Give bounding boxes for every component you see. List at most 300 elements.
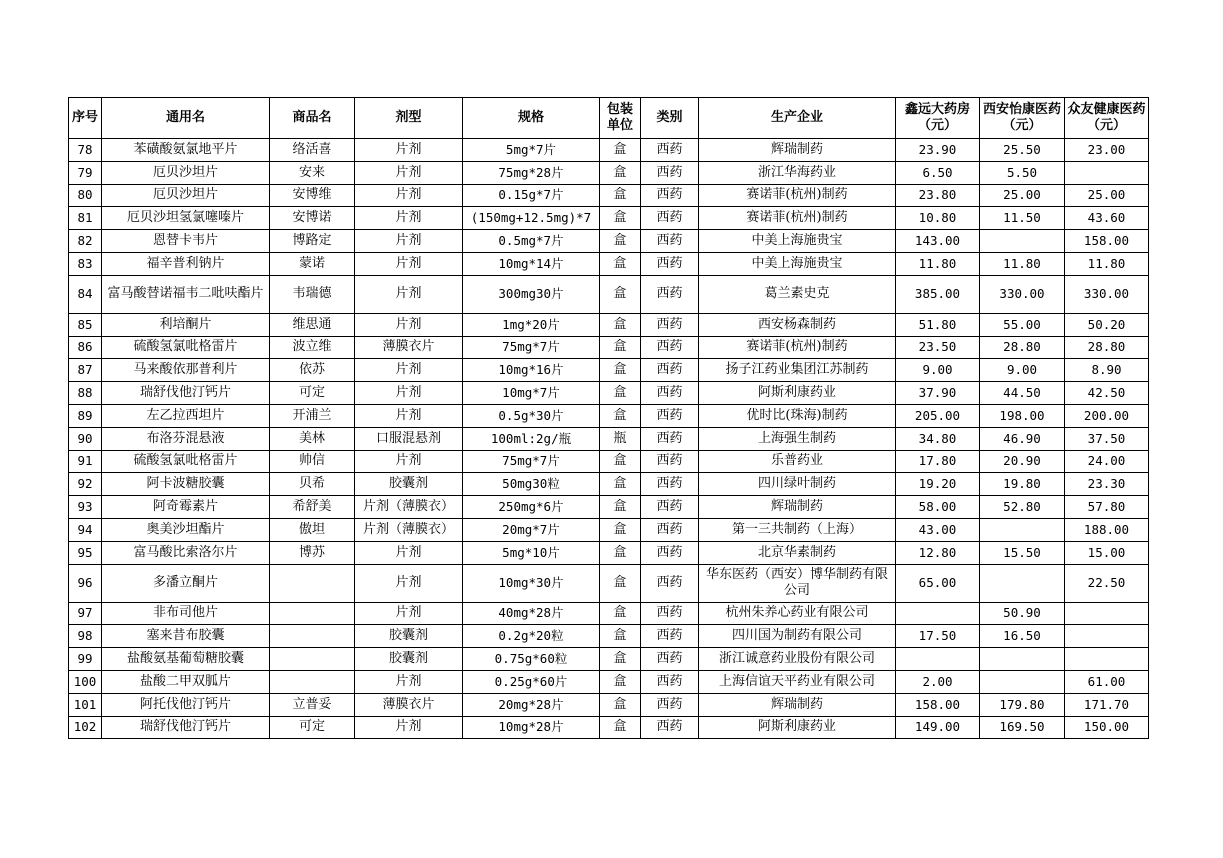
cell-price-yikang: 19.80 [980,473,1065,496]
cell-dosage-form: 片剂 [355,275,463,313]
cell-price-xinyuanda: 2.00 [896,670,980,693]
cell-specification: 75mg*7片 [463,336,600,359]
cell-price-xinyuanda: 17.80 [896,450,980,473]
cell-price-xinyuanda: 23.50 [896,336,980,359]
cell-price-zhongyou: 188.00 [1065,518,1149,541]
cell-price-yikang: 9.00 [980,359,1065,382]
cell-brand-name: 安博诺 [270,207,355,230]
cell-price-xinyuanda: 385.00 [896,275,980,313]
table-row [69,139,1149,162]
cell-brand-name: 博苏 [270,541,355,564]
cell-price-zhongyou: 158.00 [1065,230,1149,253]
cell-price-yikang: 52.80 [980,496,1065,519]
cell-brand-name: 可定 [270,716,355,739]
cell-dosage-form: 片剂 [355,230,463,253]
cell-price-yikang: 55.00 [980,313,1065,336]
cell-category: 西药 [641,564,699,602]
cell-package-unit: 盒 [600,518,641,541]
cell-dosage-form: 片剂 [355,450,463,473]
cell-manufacturer: 第一三共制药（上海） [699,518,896,541]
cell-generic-name: 多潘立酮片 [102,564,270,602]
cell-generic-name: 厄贝沙坦片 [102,161,270,184]
cell-package-unit: 盒 [600,648,641,671]
cell-generic-name: 非布司他片 [102,602,270,625]
cell-brand-name [270,564,355,602]
cell-dosage-form: 薄膜衣片 [355,693,463,716]
cell-dosage-form: 胶囊剂 [355,648,463,671]
cell-generic-name: 恩替卡韦片 [102,230,270,253]
cell-dosage-form: 片剂 [355,139,463,162]
cell-index: 79 [69,161,102,184]
cell-price-xinyuanda: 65.00 [896,564,980,602]
cell-category: 西药 [641,602,699,625]
cell-package-unit: 盒 [600,670,641,693]
cell-price-yikang [980,230,1065,253]
cell-generic-name: 硫酸氢氯吡格雷片 [102,450,270,473]
cell-dosage-form: 片剂 [355,382,463,405]
cell-specification: 100ml:2g/瓶 [463,427,600,450]
cell-specification: 10mg*30片 [463,564,600,602]
cell-specification: 0.25g*60片 [463,670,600,693]
cell-category: 西药 [641,207,699,230]
cell-package-unit: 盒 [600,382,641,405]
cell-price-zhongyou: 50.20 [1065,313,1149,336]
cell-category: 西药 [641,275,699,313]
cell-generic-name: 富马酸比索洛尔片 [102,541,270,564]
cell-package-unit: 盒 [600,541,641,564]
cell-category: 西药 [641,252,699,275]
table-row [69,404,1149,427]
cell-index: 80 [69,184,102,207]
cell-price-zhongyou: 24.00 [1065,450,1149,473]
cell-brand-name: 博路定 [270,230,355,253]
cell-price-yikang: 179.80 [980,693,1065,716]
cell-generic-name: 利培酮片 [102,313,270,336]
cell-price-yikang: 198.00 [980,404,1065,427]
table-row [69,473,1149,496]
cell-brand-name: 维思通 [270,313,355,336]
cell-package-unit: 盒 [600,625,641,648]
table-row [69,564,1149,602]
cell-category: 西药 [641,313,699,336]
cell-package-unit: 盒 [600,693,641,716]
cell-manufacturer: 辉瑞制药 [699,496,896,519]
table-row [69,161,1149,184]
cell-specification: 75mg*28片 [463,161,600,184]
cell-specification: 10mg*16片 [463,359,600,382]
cell-price-zhongyou: 171.70 [1065,693,1149,716]
cell-manufacturer: 辉瑞制药 [699,139,896,162]
cell-specification: 20mg*7片 [463,518,600,541]
cell-price-zhongyou [1065,648,1149,671]
cell-generic-name: 富马酸替诺福韦二吡呋酯片 [102,275,270,313]
table-row [69,518,1149,541]
cell-price-yikang: 25.00 [980,184,1065,207]
table-row [69,693,1149,716]
cell-package-unit: 盒 [600,139,641,162]
cell-price-xinyuanda: 23.80 [896,184,980,207]
cell-price-zhongyou: 15.00 [1065,541,1149,564]
cell-manufacturer: 赛诺菲(杭州)制药 [699,336,896,359]
cell-price-xinyuanda [896,648,980,671]
cell-category: 西药 [641,541,699,564]
cell-price-xinyuanda: 12.80 [896,541,980,564]
cell-category: 西药 [641,518,699,541]
cell-brand-name: 韦瑞德 [270,275,355,313]
cell-index: 78 [69,139,102,162]
cell-brand-name [270,602,355,625]
cell-index: 83 [69,252,102,275]
cell-price-zhongyou: 61.00 [1065,670,1149,693]
cell-price-zhongyou: 200.00 [1065,404,1149,427]
cell-brand-name: 可定 [270,382,355,405]
cell-category: 西药 [641,359,699,382]
cell-price-zhongyou [1065,602,1149,625]
cell-category: 西药 [641,648,699,671]
table-row [69,207,1149,230]
cell-specification: 1mg*20片 [463,313,600,336]
table-row [69,450,1149,473]
cell-specification: (150mg+12.5mg)*7 [463,207,600,230]
cell-category: 西药 [641,427,699,450]
cell-manufacturer: 北京华素制药 [699,541,896,564]
cell-price-yikang: 44.50 [980,382,1065,405]
header-row [69,98,1149,139]
table-row [69,427,1149,450]
cell-generic-name: 阿奇霉素片 [102,496,270,519]
cell-price-yikang: 11.50 [980,207,1065,230]
cell-specification: 10mg*28片 [463,716,600,739]
cell-price-zhongyou: 22.50 [1065,564,1149,602]
cell-specification: 0.5g*30片 [463,404,600,427]
cell-category: 西药 [641,230,699,253]
cell-specification: 0.75g*60粒 [463,648,600,671]
cell-index: 97 [69,602,102,625]
cell-package-unit: 盒 [600,252,641,275]
cell-package-unit: 盒 [600,207,641,230]
table-row [69,496,1149,519]
cell-index: 102 [69,716,102,739]
cell-dosage-form: 片剂（薄膜衣） [355,496,463,519]
cell-price-zhongyou: 28.80 [1065,336,1149,359]
cell-package-unit: 盒 [600,564,641,602]
cell-brand-name: 贝希 [270,473,355,496]
cell-package-unit: 盒 [600,602,641,625]
cell-price-xinyuanda: 19.20 [896,473,980,496]
cell-price-zhongyou: 330.00 [1065,275,1149,313]
header-price-xinyuanda: 鑫远大药房（元） [896,98,980,139]
cell-package-unit: 盒 [600,473,641,496]
cell-package-unit: 盒 [600,184,641,207]
cell-generic-name: 塞来昔布胶囊 [102,625,270,648]
cell-price-yikang: 50.90 [980,602,1065,625]
cell-index: 96 [69,564,102,602]
cell-specification: 0.15g*7片 [463,184,600,207]
cell-price-yikang: 25.50 [980,139,1065,162]
cell-specification: 50mg30粒 [463,473,600,496]
cell-index: 101 [69,693,102,716]
cell-price-xinyuanda: 9.00 [896,359,980,382]
header-price-zhongyou: 众友健康医药（元） [1065,98,1149,139]
table-row [69,716,1149,739]
cell-specification: 75mg*7片 [463,450,600,473]
table-row [69,541,1149,564]
cell-category: 西药 [641,693,699,716]
cell-price-yikang [980,518,1065,541]
cell-dosage-form: 片剂 [355,161,463,184]
cell-specification: 0.5mg*7片 [463,230,600,253]
cell-generic-name: 奥美沙坦酯片 [102,518,270,541]
cell-price-yikang: 330.00 [980,275,1065,313]
cell-price-xinyuanda: 51.80 [896,313,980,336]
cell-manufacturer: 西安杨森制药 [699,313,896,336]
cell-manufacturer: 赛诺菲(杭州)制药 [699,207,896,230]
cell-price-yikang [980,670,1065,693]
cell-price-zhongyou [1065,161,1149,184]
cell-index: 94 [69,518,102,541]
cell-price-yikang: 46.90 [980,427,1065,450]
cell-price-yikang: 16.50 [980,625,1065,648]
cell-price-yikang: 28.80 [980,336,1065,359]
cell-generic-name: 盐酸二甲双胍片 [102,670,270,693]
cell-index: 99 [69,648,102,671]
cell-package-unit: 盒 [600,359,641,382]
cell-category: 西药 [641,625,699,648]
header-price-yikang: 西安怡康医药（元） [980,98,1065,139]
cell-generic-name: 硫酸氢氯吡格雷片 [102,336,270,359]
cell-price-yikang: 11.80 [980,252,1065,275]
cell-specification: 250mg*6片 [463,496,600,519]
cell-brand-name: 立普妥 [270,693,355,716]
cell-brand-name: 蒙诺 [270,252,355,275]
cell-specification: 20mg*28片 [463,693,600,716]
cell-price-xinyuanda: 158.00 [896,693,980,716]
cell-generic-name: 瑞舒伐他汀钙片 [102,382,270,405]
cell-specification: 10mg*7片 [463,382,600,405]
cell-brand-name [270,648,355,671]
table-row [69,184,1149,207]
cell-category: 西药 [641,496,699,519]
cell-brand-name: 依苏 [270,359,355,382]
cell-manufacturer: 杭州朱养心药业有限公司 [699,602,896,625]
header-specification: 规格 [463,98,600,139]
cell-brand-name: 帅信 [270,450,355,473]
cell-package-unit: 盒 [600,450,641,473]
cell-brand-name: 络活喜 [270,139,355,162]
cell-dosage-form: 片剂（薄膜衣） [355,518,463,541]
cell-price-xinyuanda: 43.00 [896,518,980,541]
cell-price-zhongyou: 8.90 [1065,359,1149,382]
cell-price-zhongyou: 11.80 [1065,252,1149,275]
cell-manufacturer: 扬子江药业集团江苏制药 [699,359,896,382]
cell-dosage-form: 片剂 [355,602,463,625]
cell-manufacturer: 浙江诚意药业股份有限公司 [699,648,896,671]
cell-manufacturer: 优时比(珠海)制药 [699,404,896,427]
cell-generic-name: 左乙拉西坦片 [102,404,270,427]
cell-index: 89 [69,404,102,427]
cell-category: 西药 [641,473,699,496]
cell-dosage-form: 片剂 [355,404,463,427]
cell-index: 100 [69,670,102,693]
cell-brand-name [270,670,355,693]
header-index: 序号 [69,98,102,139]
table-row [69,230,1149,253]
cell-price-xinyuanda: 34.80 [896,427,980,450]
cell-price-xinyuanda: 58.00 [896,496,980,519]
cell-brand-name: 美林 [270,427,355,450]
cell-price-zhongyou: 23.00 [1065,139,1149,162]
cell-price-xinyuanda: 10.80 [896,207,980,230]
cell-price-yikang [980,648,1065,671]
cell-dosage-form: 片剂 [355,564,463,602]
cell-price-zhongyou: 150.00 [1065,716,1149,739]
cell-price-xinyuanda: 143.00 [896,230,980,253]
cell-dosage-form: 片剂 [355,252,463,275]
cell-manufacturer: 赛诺菲(杭州)制药 [699,184,896,207]
cell-manufacturer: 浙江华海药业 [699,161,896,184]
cell-brand-name: 希舒美 [270,496,355,519]
cell-dosage-form: 片剂 [355,716,463,739]
cell-package-unit: 盒 [600,716,641,739]
table-row [69,602,1149,625]
table-body [69,139,1149,739]
cell-generic-name: 马来酸依那普利片 [102,359,270,382]
cell-price-xinyuanda: 205.00 [896,404,980,427]
cell-price-xinyuanda: 23.90 [896,139,980,162]
cell-index: 92 [69,473,102,496]
cell-dosage-form: 片剂 [355,207,463,230]
cell-manufacturer: 葛兰素史克 [699,275,896,313]
cell-price-xinyuanda: 6.50 [896,161,980,184]
table-row [69,625,1149,648]
cell-brand-name: 傲坦 [270,518,355,541]
cell-dosage-form: 片剂 [355,359,463,382]
cell-price-xinyuanda: 37.90 [896,382,980,405]
cell-price-yikang: 20.90 [980,450,1065,473]
cell-price-zhongyou: 42.50 [1065,382,1149,405]
cell-package-unit: 盒 [600,275,641,313]
cell-manufacturer: 乐普药业 [699,450,896,473]
cell-dosage-form: 胶囊剂 [355,473,463,496]
cell-brand-name: 波立维 [270,336,355,359]
table-row [69,275,1149,313]
header-generic-name: 通用名 [102,98,270,139]
cell-generic-name: 瑞舒伐他汀钙片 [102,716,270,739]
cell-package-unit: 盒 [600,496,641,519]
cell-dosage-form: 片剂 [355,313,463,336]
cell-dosage-form: 口服混悬剂 [355,427,463,450]
cell-manufacturer: 四川国为制药有限公司 [699,625,896,648]
cell-generic-name: 阿托伐他汀钙片 [102,693,270,716]
table-row [69,359,1149,382]
header-package-unit: 包装单位 [600,98,641,139]
table-row [69,382,1149,405]
cell-price-yikang: 15.50 [980,541,1065,564]
table-row [69,313,1149,336]
cell-price-xinyuanda: 11.80 [896,252,980,275]
cell-price-zhongyou: 43.60 [1065,207,1149,230]
cell-category: 西药 [641,450,699,473]
cell-generic-name: 厄贝沙坦片 [102,184,270,207]
cell-index: 85 [69,313,102,336]
header-brand-name: 商品名 [270,98,355,139]
cell-generic-name: 厄贝沙坦氢氯噻嗪片 [102,207,270,230]
cell-specification: 5mg*7片 [463,139,600,162]
cell-price-xinyuanda: 17.50 [896,625,980,648]
cell-price-zhongyou: 23.30 [1065,473,1149,496]
cell-category: 西药 [641,670,699,693]
table-row [69,336,1149,359]
cell-package-unit: 盒 [600,230,641,253]
cell-package-unit: 盒 [600,404,641,427]
cell-package-unit: 盒 [600,161,641,184]
cell-brand-name: 安来 [270,161,355,184]
cell-index: 95 [69,541,102,564]
cell-specification: 0.2g*20粒 [463,625,600,648]
cell-brand-name [270,625,355,648]
cell-category: 西药 [641,716,699,739]
header-category: 类别 [641,98,699,139]
cell-category: 西药 [641,336,699,359]
cell-index: 81 [69,207,102,230]
cell-index: 91 [69,450,102,473]
cell-index: 98 [69,625,102,648]
drug-price-table [68,97,1149,739]
cell-brand-name: 安博维 [270,184,355,207]
header-dosage-form: 剂型 [355,98,463,139]
cell-generic-name: 布洛芬混悬液 [102,427,270,450]
cell-index: 90 [69,427,102,450]
cell-manufacturer: 上海强生制药 [699,427,896,450]
cell-manufacturer: 辉瑞制药 [699,693,896,716]
cell-brand-name: 开浦兰 [270,404,355,427]
cell-dosage-form: 片剂 [355,541,463,564]
cell-generic-name: 苯磺酸氨氯地平片 [102,139,270,162]
cell-package-unit: 盒 [600,336,641,359]
cell-price-zhongyou: 25.00 [1065,184,1149,207]
cell-generic-name: 福辛普利钠片 [102,252,270,275]
cell-category: 西药 [641,139,699,162]
cell-price-zhongyou [1065,625,1149,648]
cell-price-yikang: 5.50 [980,161,1065,184]
cell-package-unit: 瓶 [600,427,641,450]
cell-manufacturer: 阿斯利康药业 [699,716,896,739]
cell-manufacturer: 阿斯利康药业 [699,382,896,405]
cell-specification: 10mg*14片 [463,252,600,275]
cell-index: 87 [69,359,102,382]
cell-index: 88 [69,382,102,405]
cell-manufacturer: 华东医药（西安）博华制药有限公司 [699,564,896,602]
cell-category: 西药 [641,184,699,207]
cell-manufacturer: 中美上海施贵宝 [699,252,896,275]
cell-manufacturer: 中美上海施贵宝 [699,230,896,253]
cell-dosage-form: 薄膜衣片 [355,336,463,359]
header-manufacturer: 生产企业 [699,98,896,139]
cell-package-unit: 盒 [600,313,641,336]
cell-specification: 300mg30片 [463,275,600,313]
cell-price-yikang [980,564,1065,602]
cell-category: 西药 [641,382,699,405]
cell-dosage-form: 胶囊剂 [355,625,463,648]
cell-manufacturer: 上海信谊天平药业有限公司 [699,670,896,693]
cell-category: 西药 [641,161,699,184]
cell-generic-name: 阿卡波糖胶囊 [102,473,270,496]
cell-price-yikang: 169.50 [980,716,1065,739]
cell-category: 西药 [641,404,699,427]
cell-price-xinyuanda [896,602,980,625]
cell-price-zhongyou: 57.80 [1065,496,1149,519]
cell-dosage-form: 片剂 [355,670,463,693]
